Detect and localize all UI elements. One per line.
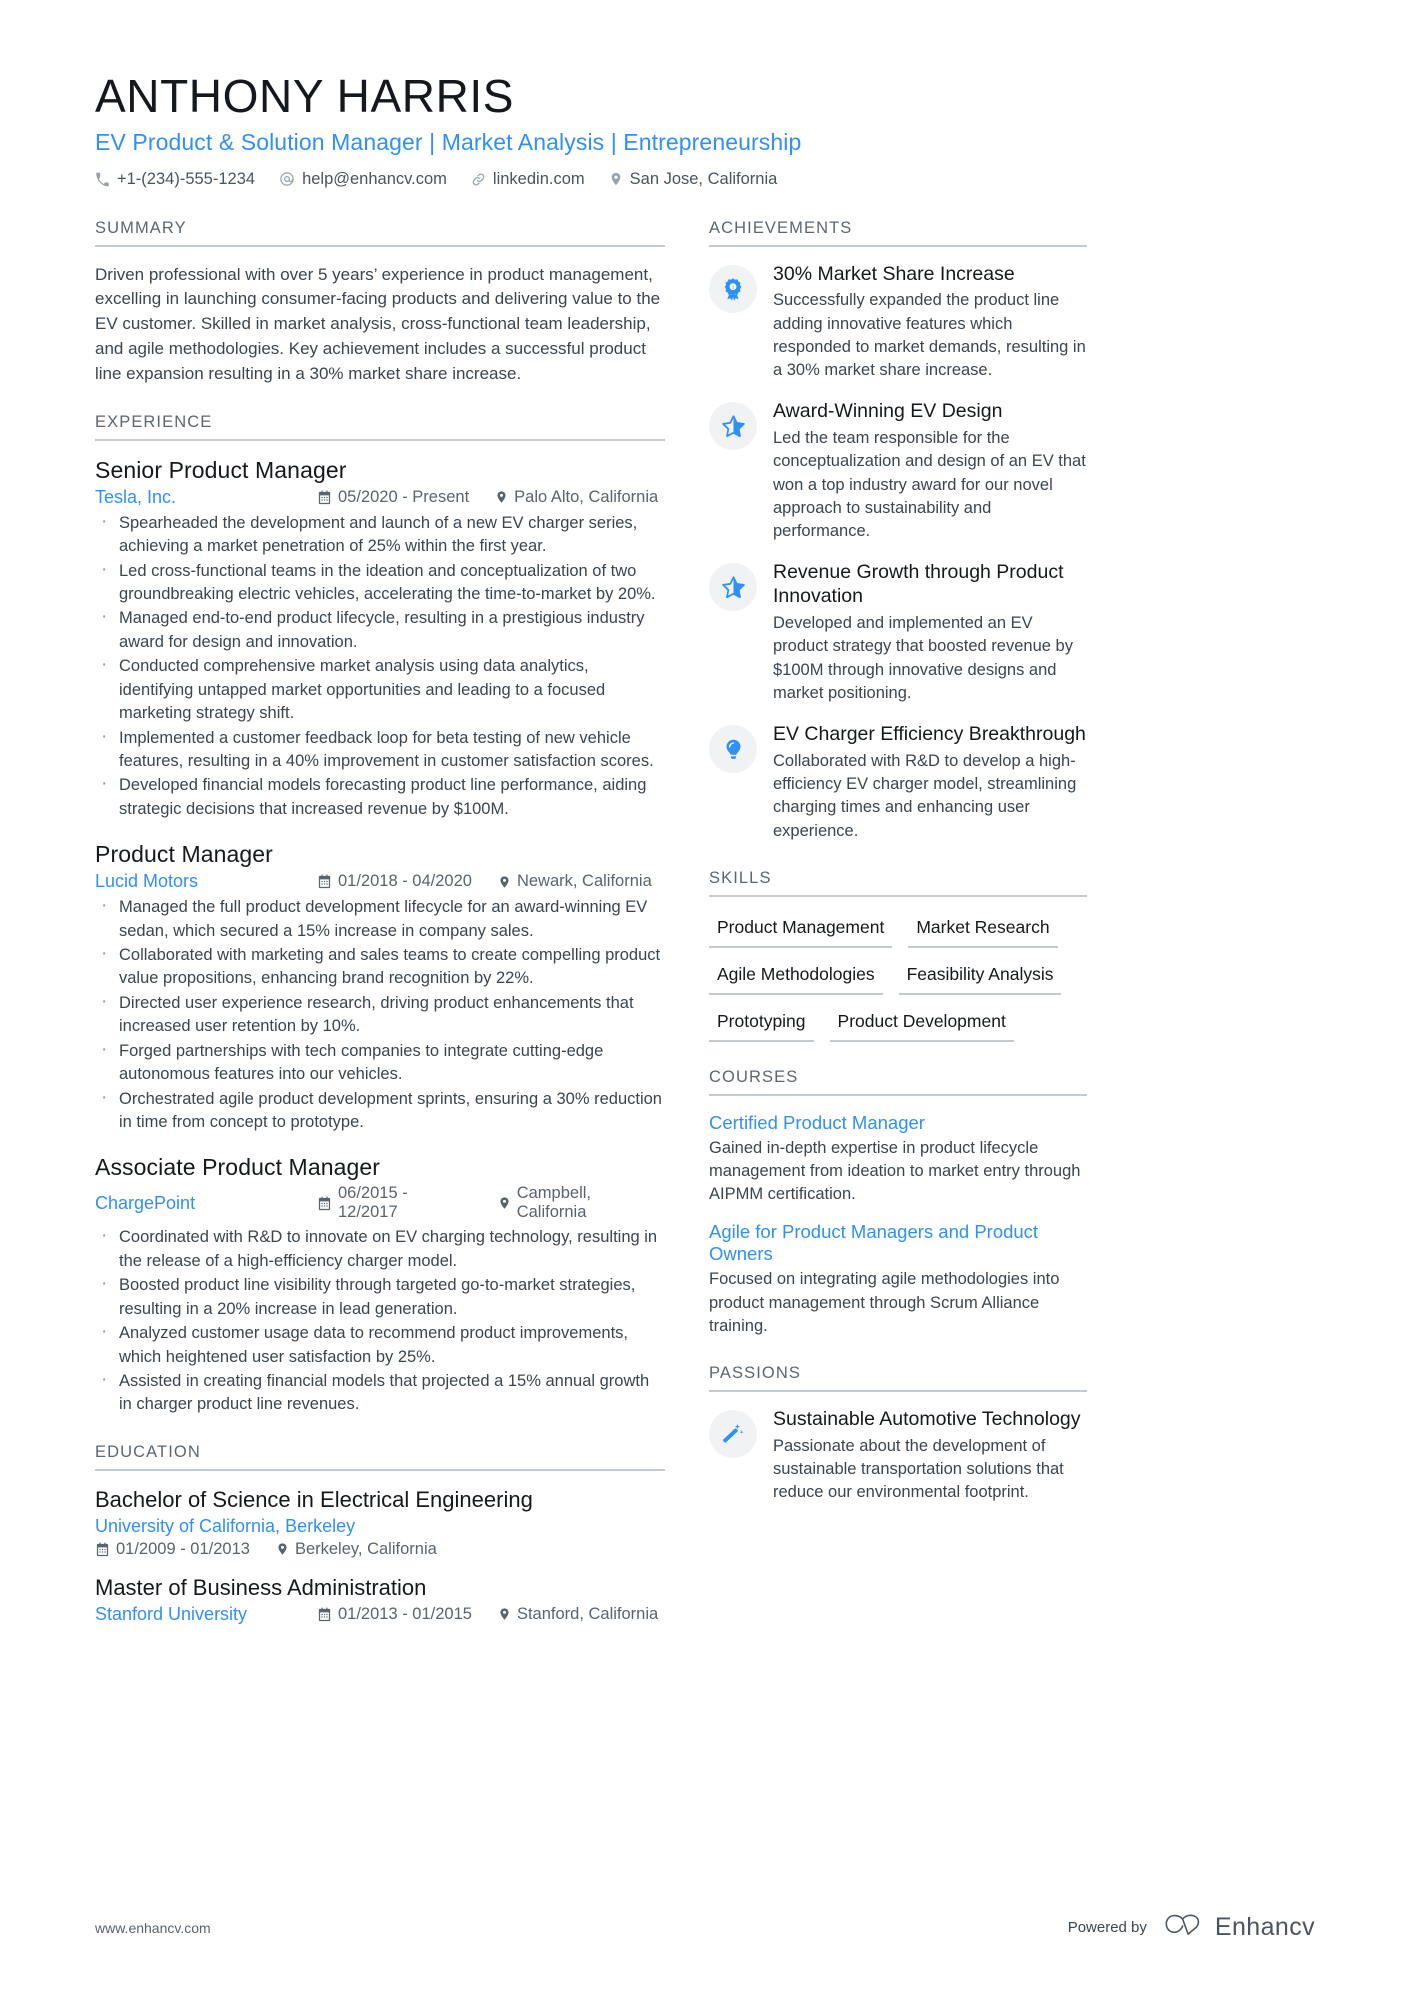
email-icon <box>279 171 295 187</box>
job-dates-text: 06/2015 - 12/2017 <box>338 1184 408 1222</box>
resume-footer <box>0 1912 1410 1943</box>
experience-entry <box>95 457 665 821</box>
skill-chip: Product Development <box>830 1007 1014 1042</box>
skill-chip: Product Management <box>709 913 892 948</box>
job-bullet: · Assisted in creating financial models that projected a 15% annual growth in charger product line revenues. <box>95 1370 665 1417</box>
course-description: Gained in-depth expertise in product lifecycle management from ideation to market entry through AIPMM certification. <box>709 1138 1081 1204</box>
section-title-education: EDUCATION <box>95 1443 665 1471</box>
contact-link-text: linkedin.com <box>492 169 585 188</box>
passion-description: Passionate about the development of sustainable transportation solutions that reduce our environmental footprint. <box>773 1436 1064 1502</box>
enhancv-logo-icon <box>1163 1912 1205 1943</box>
location-icon <box>498 874 511 890</box>
footer-url[interactable]: www.enhancv.com <box>95 1919 211 1936</box>
location-icon <box>498 1606 511 1622</box>
section-education <box>95 1443 665 1625</box>
course-description: Focused on integrating agile methodologies into product management through Scrum Alliance training. <box>709 1270 1060 1335</box>
education-entry <box>95 1575 665 1625</box>
experience-entry <box>95 1154 665 1416</box>
section-title-experience: EXPERIENCE <box>95 413 665 441</box>
education-entry <box>95 1487 665 1559</box>
star-half-icon <box>709 402 757 450</box>
achievement-description: Collaborated with R&D to develop a high-efficiency EV charger model, streamlining charging times and enhancing user experience. <box>773 751 1077 840</box>
achievement-body <box>773 400 1087 543</box>
education-list <box>95 1487 665 1625</box>
achievement-body <box>773 561 1087 705</box>
resume-header <box>0 0 1410 189</box>
section-title-courses: COURSES <box>709 1068 1087 1096</box>
achievement-description: Developed and implemented an EV product strategy that boosted revenue by $100M through innovative designs and market positioning. <box>773 614 1073 702</box>
professional-headline: EV Product & Solution Manager | Market Analysis | Entrepreneurship <box>95 128 802 155</box>
location-icon <box>276 1541 289 1557</box>
job-location-text: Newark, California <box>516 872 652 891</box>
education-dates-text: 01/2013 - 01/2015 <box>338 1604 472 1623</box>
contact-email[interactable] <box>279 170 447 189</box>
job-company[interactable]: Lucid Motors <box>95 871 199 892</box>
job-location-text: Palo Alto, California <box>514 487 659 506</box>
passions-list <box>709 1408 1087 1505</box>
education-dates <box>317 1605 472 1624</box>
contact-location-text: San Jose, California <box>629 169 778 188</box>
experience-list <box>95 457 665 1417</box>
achievement-title: Revenue Growth through Product Innovation <box>773 561 1064 608</box>
job-bullet: · Conducted comprehensive market analysis using data analytics, identifying untapped market opportunities and leading to a focused marketing strategy shift. <box>95 655 665 725</box>
passion-title: Sustainable Automotive Technology <box>773 1408 1081 1431</box>
achievements-list <box>709 263 1087 843</box>
achievement-description: Led the team responsible for the conceptualization and design of an EV that won a top industry award for our novel approach to sustainability and performance. <box>773 429 1086 541</box>
skills-list <box>709 913 1087 1042</box>
job-dates-text: 01/2018 - 04/2020 <box>338 872 472 891</box>
phone-icon <box>95 172 110 187</box>
lightbulb-icon <box>709 725 757 773</box>
contact-phone-text: +1-(234)-555-1234 <box>117 169 256 188</box>
job-dates <box>317 1184 472 1222</box>
job-location <box>498 872 652 891</box>
job-bullet: · Analyzed customer usage data to recommend product improvements, which heightened user satisfaction by 25%. <box>95 1322 665 1369</box>
award-ribbon-icon <box>709 265 757 313</box>
job-bullet: · Orchestrated agile product development sprints, ensuring a 30% reduction in time from concept to prototype. <box>95 1088 665 1135</box>
job-title: Product Manager <box>95 841 273 868</box>
brand-name: Enhancv <box>1214 1913 1315 1941</box>
job-location <box>498 1184 665 1222</box>
job-bullet: · Managed end-to-end product lifecycle, resulting in a prestigious industry award for design and innovation. <box>95 607 665 654</box>
section-summary <box>95 219 665 387</box>
resume-body <box>0 189 1410 1625</box>
magic-wand-icon <box>709 1410 757 1458</box>
job-bullet: · Boosted product line visibility through targeted go-to-market strategies, resulting in a 20% increase in lead generation. <box>95 1274 665 1321</box>
achievement-entry <box>709 400 1087 543</box>
section-title-skills: SKILLS <box>709 869 1087 897</box>
job-bullet: · Implemented a customer feedback loop for beta testing of new vehicle features, resulting in a 40% improvement in customer satisfaction scores. <box>95 727 665 774</box>
brand-lockup <box>1163 1912 1315 1943</box>
job-bullet: · Directed user experience research, driving product enhancements that increased user retention by 10%. <box>95 992 665 1039</box>
job-bullet: · Developed financial models forecasting product line performance, aiding strategic decisions that increased revenue by $100M. <box>95 774 665 821</box>
job-bullet: · Forged partnerships with tech companies to integrate cutting-edge autonomous features into our vehicles. <box>95 1040 665 1087</box>
education-degree: Master of Business Administration <box>95 1574 427 1600</box>
job-bullet-list <box>95 512 665 821</box>
education-location-text: Berkeley, California <box>294 1539 437 1558</box>
job-bullet: · Managed the full product development lifecycle for an award-winning EV sedan, which secured a 15% increase in company sales. <box>95 896 665 943</box>
job-title: Senior Product Manager <box>95 456 347 483</box>
skill-chip: Market Research <box>908 913 1057 948</box>
location-icon <box>498 1195 511 1211</box>
job-bullet-list <box>95 1226 665 1416</box>
achievement-entry <box>709 263 1087 383</box>
section-title-passions: PASSIONS <box>709 1364 1087 1392</box>
education-degree: Bachelor of Science in Electrical Engineering <box>95 1486 533 1512</box>
job-title: Associate Product Manager <box>95 1154 381 1181</box>
contact-email-text: help@enhancv.com <box>302 169 447 188</box>
job-meta <box>95 487 665 508</box>
achievement-body <box>773 723 1087 843</box>
section-achievements <box>709 219 1087 843</box>
education-location <box>498 1605 658 1624</box>
job-location-text: Campbell, California <box>516 1184 591 1222</box>
passion-body <box>773 1408 1087 1505</box>
section-passions <box>709 1364 1087 1505</box>
achievement-body <box>773 263 1087 383</box>
calendar-icon <box>317 874 332 889</box>
course-entry <box>709 1221 1087 1339</box>
job-meta <box>95 1184 665 1222</box>
calendar-icon <box>317 1196 332 1211</box>
achievement-entry <box>709 561 1087 705</box>
education-meta <box>95 1540 665 1559</box>
link-icon <box>471 172 486 187</box>
footer-brand-area <box>1068 1912 1315 1943</box>
course-title[interactable]: Agile for Product Managers and Product Owners <box>709 1220 1039 1265</box>
section-skills <box>709 869 1087 1042</box>
education-dates <box>95 1540 250 1559</box>
calendar-icon <box>95 1542 110 1557</box>
course-title[interactable]: Certified Product Manager <box>709 1111 925 1133</box>
education-school[interactable]: Stanford University <box>95 1603 248 1624</box>
section-courses <box>709 1068 1087 1338</box>
job-bullet: · Coordinated with R&D to innovate on EV charging technology, resulting in the release of a high-efficiency charger model. <box>95 1226 665 1273</box>
job-bullet: · Spearheaded the development and launch of a new EV charger series, achieving a market penetration of 25% within the first year. <box>95 512 665 559</box>
calendar-icon <box>317 1607 332 1622</box>
location-icon <box>495 489 508 505</box>
job-dates-text: 05/2020 - Present <box>338 487 470 506</box>
contact-location[interactable] <box>609 170 778 189</box>
experience-entry <box>95 841 665 1134</box>
education-dates-text: 01/2009 - 01/2013 <box>116 1539 250 1558</box>
job-location <box>495 488 658 507</box>
achievement-entry <box>709 723 1087 843</box>
passion-entry <box>709 1408 1087 1505</box>
job-meta <box>95 871 665 892</box>
location-icon <box>609 171 623 187</box>
achievement-title: EV Charger Efficiency Breakthrough <box>773 723 1086 746</box>
star-half-icon <box>709 563 757 611</box>
section-title-achievements: ACHIEVEMENTS <box>709 219 1087 247</box>
section-experience <box>95 413 665 1417</box>
left-column <box>95 219 665 1625</box>
job-company[interactable]: Tesla, Inc. <box>95 486 177 507</box>
job-bullet: · Led cross-functional teams in the ideation and conceptualization of two groundbreaking electric vehicles, accelerating the time-to-market by 20%. <box>95 560 665 607</box>
job-bullet-list <box>95 896 665 1134</box>
skill-chip: Feasibility Analysis <box>899 960 1062 995</box>
courses-list <box>709 1112 1087 1338</box>
education-location <box>276 1540 437 1559</box>
right-column <box>709 219 1087 1505</box>
skill-chip: Agile Methodologies <box>709 960 883 995</box>
section-title-summary: SUMMARY <box>95 219 665 247</box>
contact-phone[interactable] <box>95 170 255 189</box>
job-company[interactable]: ChargePoint <box>95 1192 196 1213</box>
job-dates <box>317 872 472 891</box>
contact-link[interactable] <box>471 170 585 189</box>
summary-text: Driven professional with over 5 years’ experience in product management, excelling in launching consumer-facing products and delivering value to the EV customer. Skilled in market analysis, cross-functional team leadership, and agile methodologies. Key achievement includes a successful product line expansion resulting in a 30% market share increase. <box>95 264 661 383</box>
education-school[interactable]: University of California, Berkeley <box>95 1515 356 1536</box>
course-entry <box>709 1112 1087 1207</box>
svg-text:1: 1 <box>731 284 735 290</box>
skill-chip: Prototyping <box>709 1007 814 1042</box>
contact-row <box>95 170 1315 189</box>
powered-by-label: Powered by <box>1067 1919 1147 1936</box>
achievement-title: 30% Market Share Increase <box>773 262 1015 285</box>
job-bullet: · Collaborated with marketing and sales teams to create compelling product value propositions, enhancing brand recognition by 22%. <box>95 944 665 991</box>
education-location-text: Stanford, California <box>516 1604 659 1623</box>
achievement-title: Award-Winning EV Design <box>773 400 1003 423</box>
achievement-description: Successfully expanded the product line adding innovative features which responded to market demands, resulting in a 30% market share increase. <box>773 291 1086 380</box>
page-title: ANTHONY HARRIS <box>95 70 515 122</box>
education-meta <box>95 1604 665 1625</box>
job-dates <box>317 488 469 507</box>
calendar-icon <box>317 490 332 505</box>
